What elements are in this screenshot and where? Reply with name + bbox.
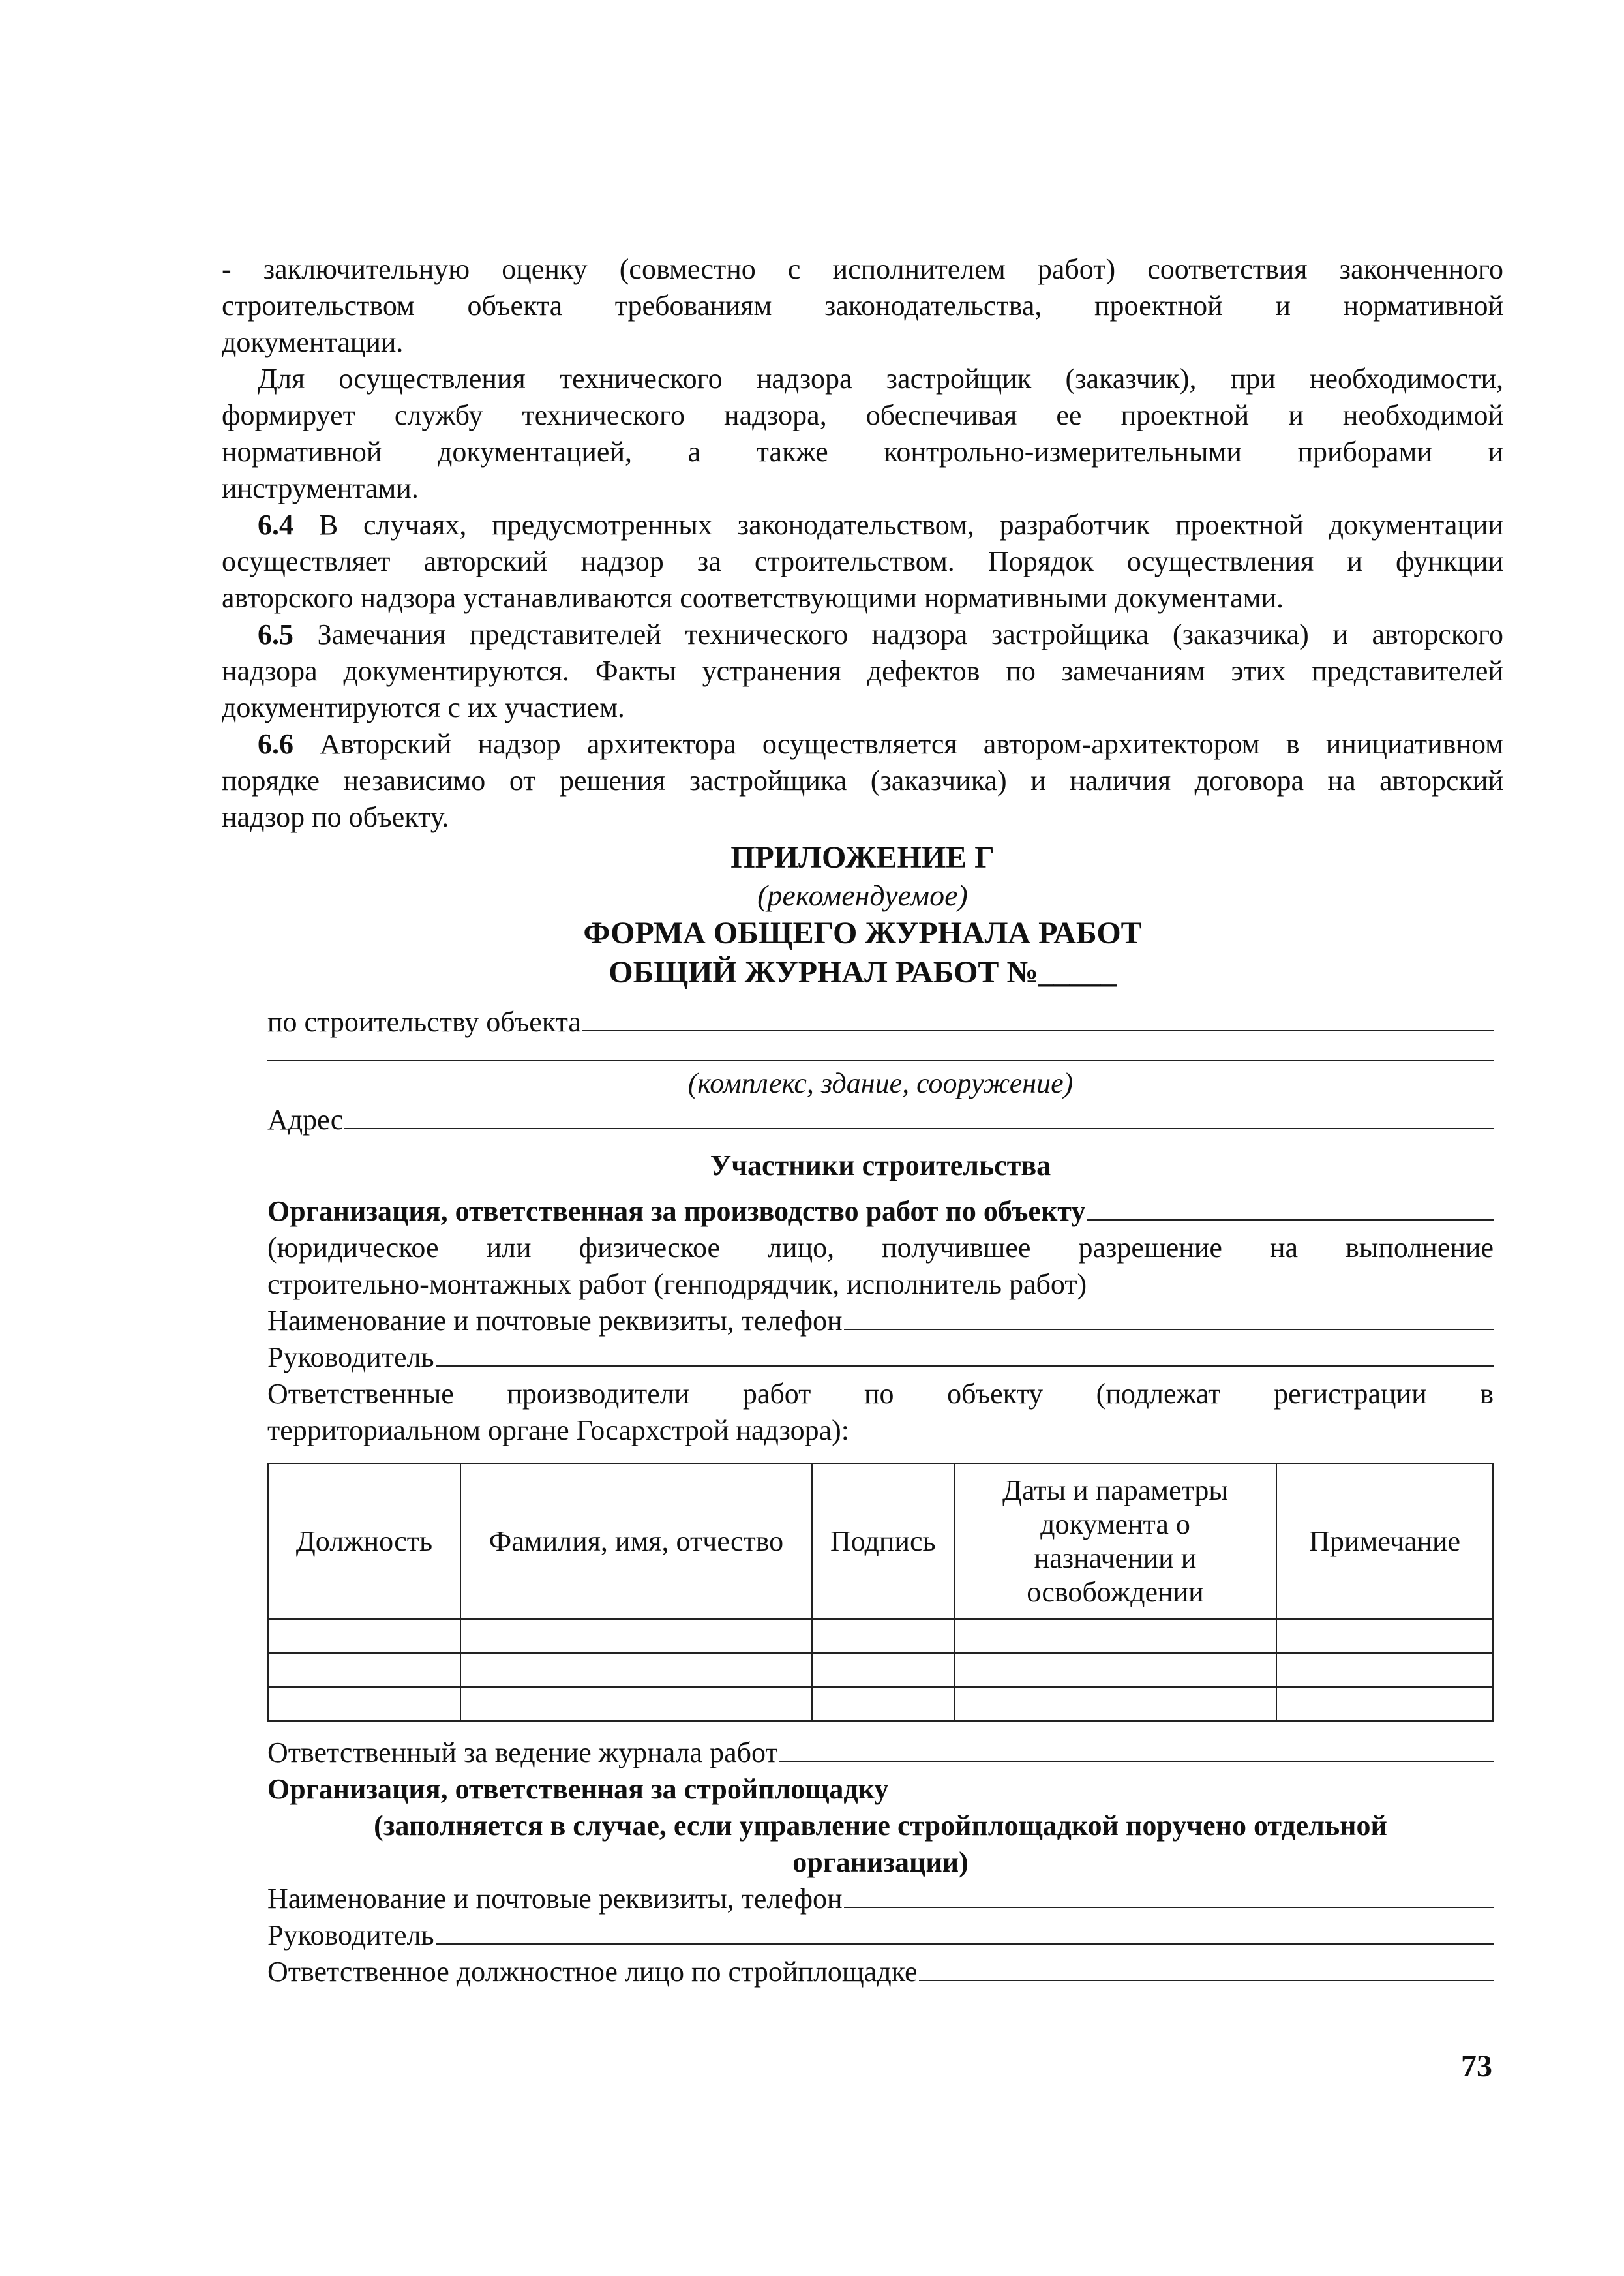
resp-line: территориальном органе Госархстрой надзора): (267, 1414, 850, 1446)
para-line (222, 616, 1503, 653)
para-line: документируются с их участием. (222, 691, 625, 723)
clause-text: Авторский надзор архитектора осуществляется автором-архитектором в инициативном (293, 728, 1503, 760)
clause-text: Замечания представителей технического надзора застройщика (заказчика) и авторского (293, 618, 1503, 650)
para-line: нормативной документацией, а также контрольно-измерительными приборами и (222, 436, 1503, 468)
journal-resp-input-line[interactable] (779, 1735, 1494, 1762)
para-line: инструментами. (222, 472, 419, 504)
head-input-line[interactable] (436, 1339, 1494, 1367)
clause-number: 6.4 (258, 509, 293, 541)
site-name-input-line[interactable] (844, 1881, 1494, 1908)
name-input-line[interactable] (844, 1303, 1494, 1330)
table-cell[interactable] (812, 1653, 954, 1687)
resp-line: Ответственные производители работ по объекту (подлежат регистрации в (267, 1378, 1494, 1410)
table-header-cell: Примечание (1276, 1464, 1493, 1619)
para-line: документации. (222, 326, 404, 358)
table-cell[interactable] (460, 1653, 812, 1687)
table-cell[interactable] (460, 1687, 812, 1721)
site-head-label: Руководитель (267, 1919, 434, 1951)
org-desc-line: строительно-монтажных работ (генподрядчик, исполнитель работ) (267, 1268, 1087, 1300)
table-cell[interactable] (1276, 1687, 1493, 1721)
org-label: Организация, ответственная за производство работ по объекту (267, 1195, 1086, 1227)
table-cell[interactable] (1276, 1653, 1493, 1687)
para-line (222, 507, 1503, 543)
object-input-line-2[interactable] (267, 1040, 1494, 1061)
site-org-label: Организация, ответственная за стройплощадку (267, 1773, 889, 1805)
org-input-line[interactable] (1087, 1193, 1494, 1221)
para-line: Для осуществления технического надзора застройщик (заказчик), при необходимости, (258, 363, 1503, 395)
object-line (267, 1004, 1494, 1040)
table-cell[interactable] (812, 1619, 954, 1653)
object-input-line[interactable] (582, 1004, 1494, 1031)
site-resp-input-line[interactable] (919, 1954, 1494, 1981)
journal-form (267, 1004, 1494, 1990)
clause-text: В случаях, предусмотренных законодательством, разработчик проектной документации (293, 509, 1503, 541)
table-row (268, 1687, 1493, 1721)
table-cell[interactable] (954, 1653, 1276, 1687)
org-line (267, 1193, 1494, 1230)
para-line: строительством объекта требованиям законодательства, проектной и нормативной (222, 290, 1503, 322)
address-line (267, 1102, 1494, 1138)
table-cell[interactable] (812, 1687, 954, 1721)
para-line: порядке независимо от решения застройщика (заказчика) и наличия договора на авторский (222, 765, 1503, 797)
address-label: Адрес (267, 1104, 344, 1136)
table-row (268, 1653, 1493, 1687)
table-cell[interactable] (268, 1653, 460, 1687)
site-name-label: Наименование и почтовые реквизиты, телефон (267, 1883, 843, 1915)
site-org-note: (заполняется в случае, если управление стройплощадкой поручено отдельной организации) (374, 1810, 1387, 1878)
table-header-cell: Должность (268, 1464, 460, 1619)
document-body (222, 251, 1503, 1990)
para-line: - заключительную оценку (совместно с исполнителем работ) соответствия законченного (222, 253, 1503, 285)
para-line: надзора документируются. Факты устранения дефектов по замечаниям этих представителей (222, 655, 1503, 687)
object-label: по строительству объекта (267, 1006, 581, 1038)
head-label: Руководитель (267, 1341, 434, 1373)
participants-heading: Участники строительства (710, 1149, 1051, 1181)
table-cell[interactable] (268, 1619, 460, 1653)
clause-number: 6.5 (258, 618, 293, 650)
object-caption: (комплекс, здание, сооружение) (687, 1067, 1074, 1099)
para-line (222, 726, 1503, 763)
para-line: надзор по объекту. (222, 801, 449, 833)
name-label: Наименование и почтовые реквизиты, телефон (267, 1305, 843, 1337)
para-line: авторского надзора устанавливаются соответствующими нормативными документами. (222, 582, 1284, 614)
site-head-input-line[interactable] (436, 1917, 1494, 1945)
site-resp-line (267, 1954, 1494, 1990)
address-input-line[interactable] (344, 1102, 1494, 1129)
clause-number: 6.6 (258, 728, 293, 760)
para-line: осуществляет авторский надзор за строительством. Порядок осуществления и функции (222, 545, 1503, 577)
table-header-cell: Даты и параметры документа о назначении и освобождении (954, 1464, 1276, 1619)
table-header-row (268, 1464, 1493, 1619)
site-resp-label: Ответственное должностное лицо по стройплощадке (267, 1956, 918, 1988)
head-line (267, 1339, 1494, 1376)
journal-title: ОБЩИЙ ЖУРНАЛ РАБОТ №_____ (609, 955, 1117, 990)
org-desc-line: (юридическое или физическое лицо, получившее разрешение на выполнение (267, 1232, 1494, 1264)
form-title: ФОРМА ОБЩЕГО ЖУРНАЛА РАБОТ (583, 916, 1142, 950)
site-name-line (267, 1881, 1494, 1917)
table-row (268, 1619, 1493, 1653)
name-line (267, 1303, 1494, 1339)
table-cell[interactable] (954, 1619, 1276, 1653)
producers-table (267, 1463, 1494, 1722)
table-header-cell: Подпись (812, 1464, 954, 1619)
appendix-subtitle: (рекомендуемое) (757, 879, 968, 912)
journal-resp-line (267, 1735, 1494, 1771)
table-cell[interactable] (954, 1687, 1276, 1721)
table-cell[interactable] (1276, 1619, 1493, 1653)
journal-resp-label: Ответственный за ведение журнала работ (267, 1737, 778, 1768)
table-header-cell: Фамилия, имя, отчество (460, 1464, 812, 1619)
table-cell[interactable] (460, 1619, 812, 1653)
appendix-title: ПРИЛОЖЕНИЕ Г (730, 840, 995, 875)
site-head-line (267, 1917, 1494, 1954)
table-cell[interactable] (268, 1687, 460, 1721)
page-number: 73 (1461, 2049, 1492, 2084)
para-line: формирует службу технического надзора, обеспечивая ее проектной и необходимой (222, 399, 1503, 431)
